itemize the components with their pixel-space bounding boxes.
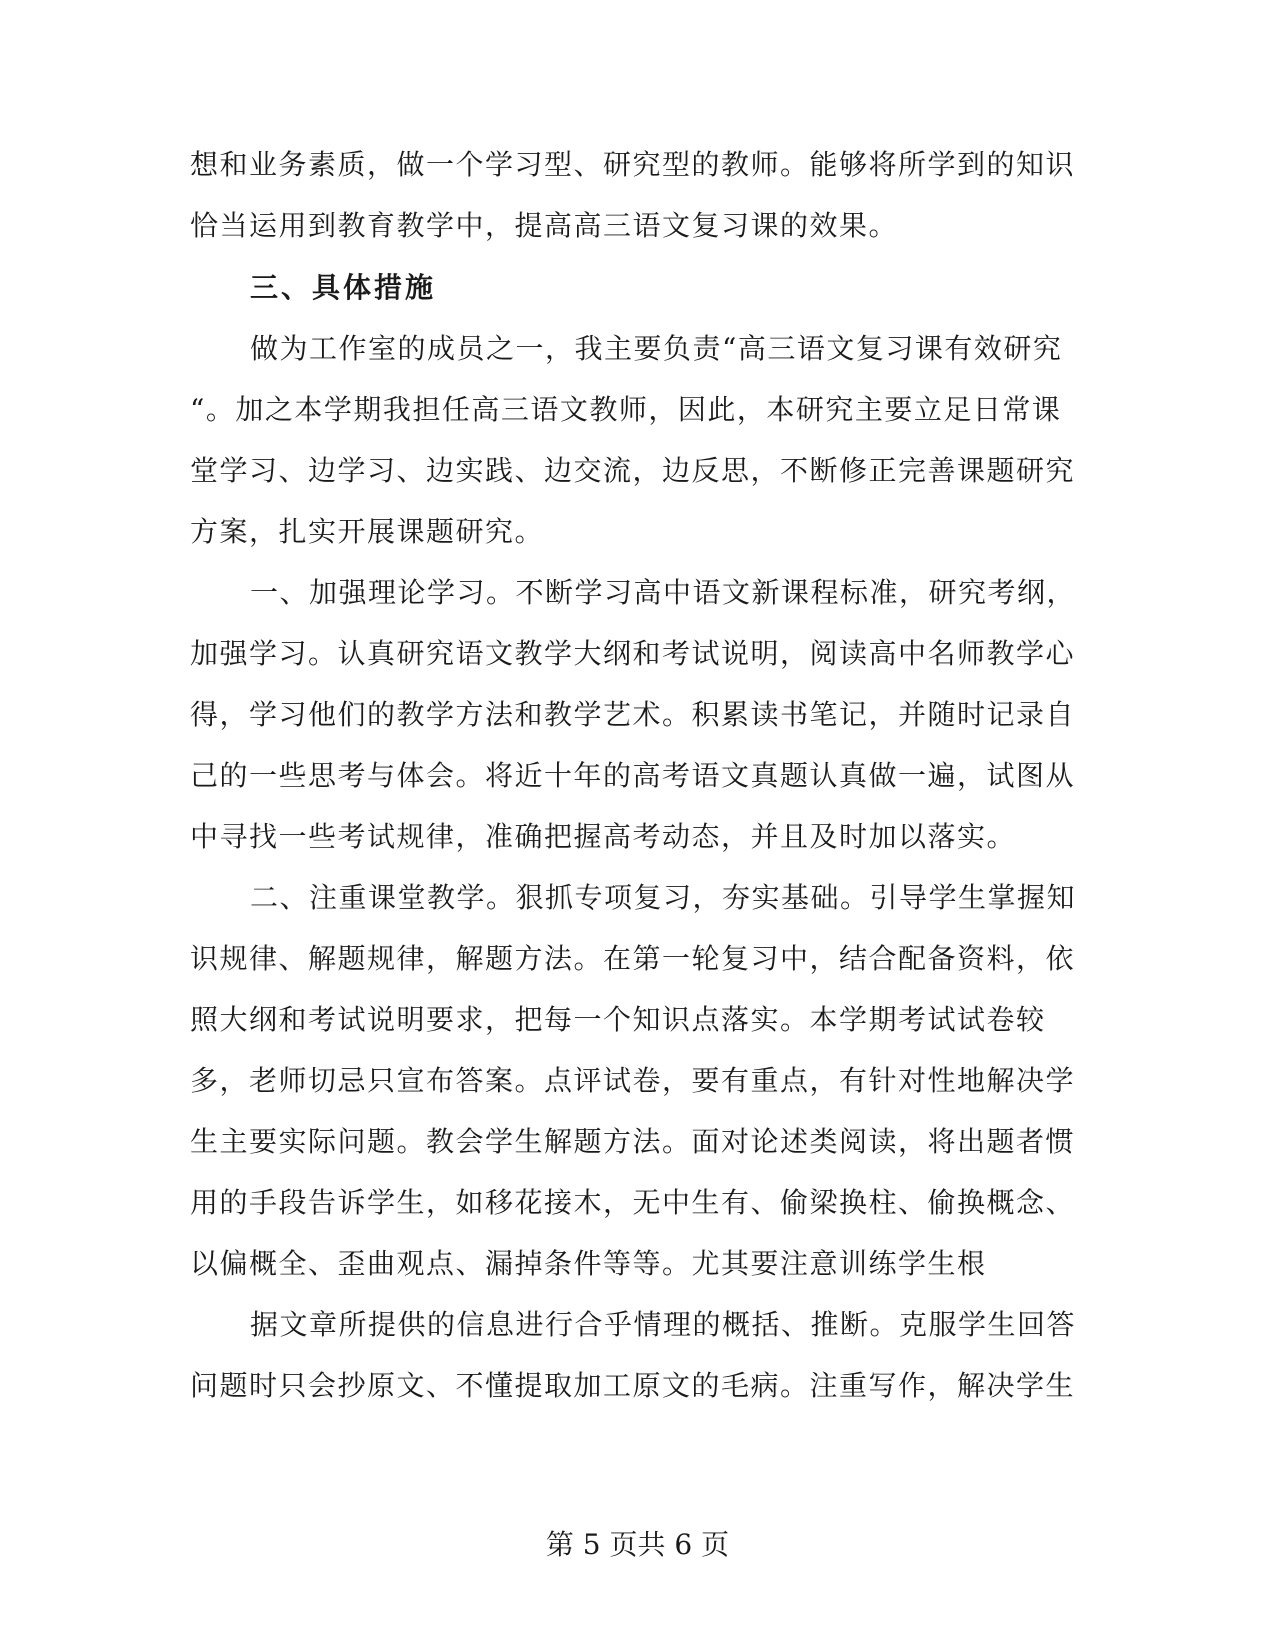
text-line: 中寻找一些考试规律，准确把握高考动态，并且及时加以落实。 (190, 820, 1017, 853)
text-line: 问题时只会抄原文、不懂提取加工原文的毛病。注重写作，解决学生 (190, 1369, 1076, 1402)
text-line: 识规律、解题规律，解题方法。在第一轮复习中，结合配备资料，依 (190, 942, 1076, 975)
text-line: 恰当运用到教育教学中，提高高三语文复习课的效果。 (190, 209, 899, 242)
text-line: 堂学习、边学习、边实践、边交流，边反思，不断修正完善课题研究 (190, 454, 1076, 487)
text-line: 用的手段告诉学生，如移花接木，无中生有、偷梁换柱、偷换概念、 (190, 1186, 1076, 1219)
text-line: 照大纲和考试说明要求，把每一个知识点落实。本学期考试试卷较 (190, 1003, 1046, 1036)
text-line: 以偏概全、歪曲观点、漏掉条件等等。尤其要注意训练学生根 (190, 1247, 987, 1280)
text-line: 一、加强理论学习。不断学习高中语文新课程标准，研究考纲， (250, 576, 1077, 609)
text-line: 据文章所提供的信息进行合乎情理的概括、推断。克服学生回答 (250, 1308, 1077, 1341)
section-heading: 三、具体措施 (250, 271, 437, 304)
page-number-footer: 第 5 页共 6 页 (545, 1528, 730, 1561)
text-line: 己的一些思考与体会。将近十年的高考语文真题认真做一遍，试图从 (190, 759, 1076, 792)
text-line: “。加之本学期我担任高三语文教师，因此，本研究主要立足日常课 (190, 393, 1062, 426)
text-line: 生主要实际问题。教会学生解题方法。面对论述类阅读，将出题者惯 (190, 1125, 1076, 1158)
text-line: 得，学习他们的教学方法和教学艺术。积累读书笔记，并随时记录自 (190, 698, 1076, 731)
text-line: 方案，扎实开展课题研究。 (190, 515, 545, 548)
text-line: 二、注重课堂教学。狠抓专项复习，夯实基础。引导学生掌握知 (250, 881, 1077, 914)
text-line: 想和业务素质，做一个学习型、研究型的教师。能够将所学到的知识 (190, 148, 1076, 181)
text-line: 加强学习。认真研究语文教学大纲和考试说明，阅读高中名师教学心 (190, 637, 1076, 670)
text-line: 做为工作室的成员之一，我主要负责“高三语文复习课有效研究 (250, 332, 1063, 365)
text-line: 多，老师切忌只宣布答案。点评试卷，要有重点，有针对性地解决学 (190, 1064, 1076, 1097)
